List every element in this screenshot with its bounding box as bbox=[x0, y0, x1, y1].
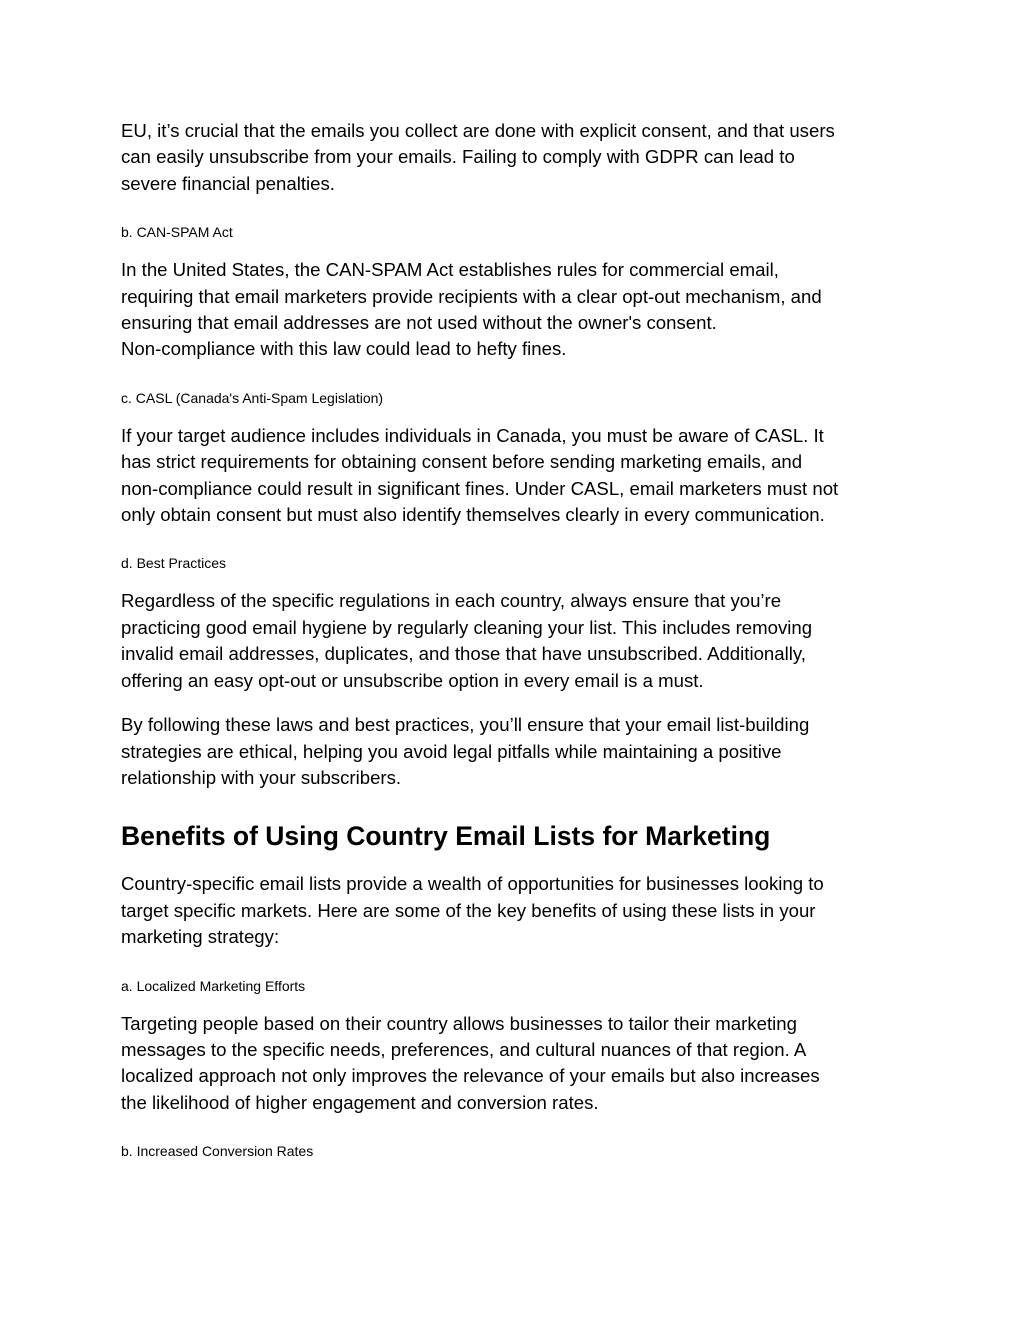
text-line: can easily unsubscribe from your emails. Failing to comply with GDPR can lead to bbox=[121, 146, 795, 168]
text-line: If your target audience includes individuals in Canada, you must be aware of CASL. It bbox=[121, 424, 824, 446]
document-content bbox=[121, 118, 911, 1160]
text-line: severe financial penalties. bbox=[121, 172, 335, 194]
text-line: Country-specific email lists provide a wealth of opportunities for businesses looking to bbox=[121, 873, 824, 895]
text-line: Regardless of the specific regulations in each country, always ensure that you’re bbox=[121, 590, 782, 612]
text-line: Non-compliance with this law could lead to hefty fines. bbox=[121, 338, 567, 360]
text-line: messages to the specific needs, preferences, and cultural nuances of that region. A bbox=[121, 1038, 807, 1060]
text-line: relationship with your subscribers. bbox=[121, 766, 402, 788]
subheading-best-practices: d. Best Practices bbox=[121, 555, 227, 572]
paragraph-can-spam bbox=[121, 257, 911, 363]
section-heading-benefits: Benefits of Using Country Email Lists for Marketing bbox=[121, 821, 771, 852]
text-line: EU, it’s crucial that the emails you collect are done with explicit consent, and that users bbox=[121, 120, 835, 141]
text-line: strategies are ethical, helping you avoid legal pitfalls while maintaining a positive bbox=[121, 740, 782, 762]
text-line: practicing good email hygiene by regularly cleaning your list. This includes removing bbox=[121, 616, 813, 638]
text-line: has strict requirements for obtaining consent before sending marketing emails, and bbox=[121, 451, 803, 473]
text-line: localized approach not only improves the relevance of your emails but also increases bbox=[121, 1065, 820, 1087]
text-line: requiring that email marketers provide recipients with a clear opt-out mechanism, and bbox=[121, 285, 822, 307]
paragraph-casl bbox=[121, 423, 911, 529]
text-line: the likelihood of higher engagement and conversion rates. bbox=[121, 1091, 599, 1113]
text-line: marketing strategy: bbox=[121, 926, 280, 948]
paragraph-benefits-intro bbox=[121, 871, 911, 950]
subheading-can-spam: b. CAN-SPAM Act bbox=[121, 224, 233, 241]
text-line: non-compliance could result in significant fines. Under CASL, email marketers must not bbox=[121, 477, 839, 499]
text-line: By following these laws and best practices, you’ll ensure that your email list-building bbox=[121, 714, 810, 736]
text-line: only obtain consent but must also identify themselves clearly in every communication. bbox=[121, 504, 825, 526]
paragraph-gdpr bbox=[121, 118, 911, 197]
text-line: target specific markets. Here are some of the key benefits of using these lists in your bbox=[121, 899, 816, 921]
paragraph-localized-marketing bbox=[121, 1011, 911, 1117]
subheading-conversion-rates: b. Increased Conversion Rates bbox=[121, 1143, 314, 1160]
text-line: In the United States, the CAN-SPAM Act establishes rules for commercial email, bbox=[121, 259, 779, 281]
text-line: offering an easy opt-out or unsubscribe option in every email is a must. bbox=[121, 669, 704, 691]
subheading-localized-marketing: a. Localized Marketing Efforts bbox=[121, 977, 306, 994]
paragraph-best-practices bbox=[121, 588, 911, 694]
subheading-casl: c. CASL (Canada's Anti-Spam Legislation) bbox=[121, 389, 384, 406]
text-line: Targeting people based on their country allows businesses to tailor their marketing bbox=[121, 1012, 797, 1034]
text-line: invalid email addresses, duplicates, and those that have unsubscribed. Additionally, bbox=[121, 643, 806, 665]
text-line: ensuring that email addresses are not used without the owner's consent. bbox=[121, 312, 717, 334]
paragraph-summary bbox=[121, 712, 911, 791]
